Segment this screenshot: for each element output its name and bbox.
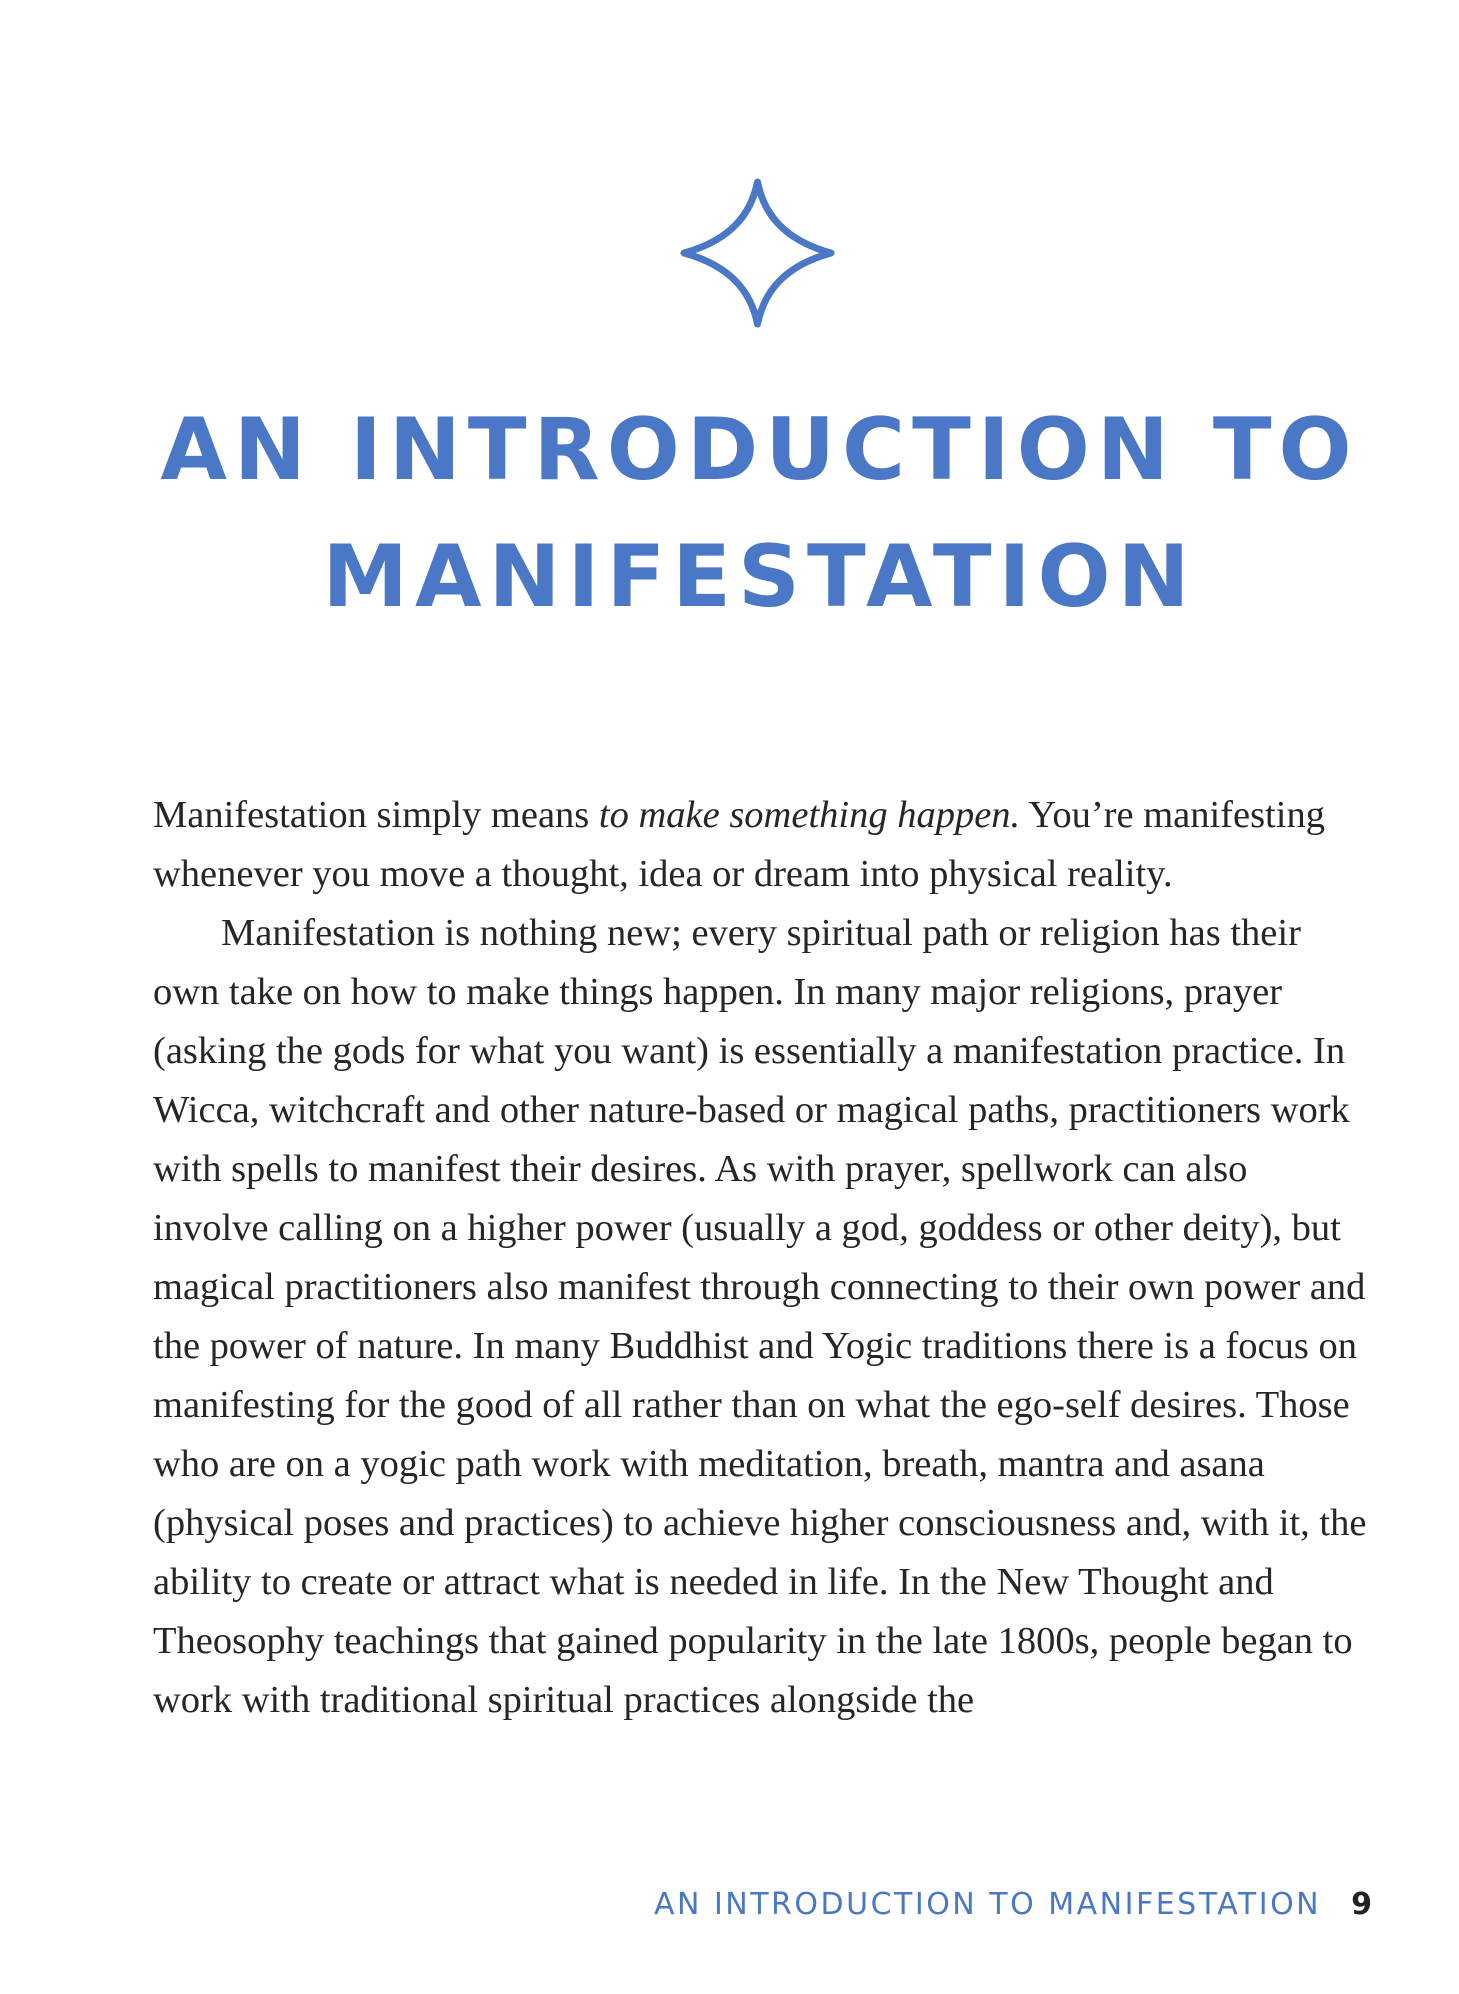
paragraph-2: Manifestation is nothing new; every spiritual path or religion has their own take on how to make things happen. In many major religions, prayer (asking the gods for what you want) is essentially a manifestation practice. In Wicca, witchcraft and other nature-based or magical paths, practitioners work with spells to manifest their desires. As with prayer, spellwork can also involve calling on a higher power (usually a god, goddess or other deity), but magical practitioners also manifest through connecting to their own power and the power of nature. In many Buddhist and Yogic traditions there is a focus on manifesting for the good of all rather than on what the ego-self desires. Those who are on a yogic path work with meditation, breath, mantra and asana (physical poses and practices) to achieve higher consciousness and, with it, the ability to create or attract what is needed in life. In the New Thought and Theosophy teachings that gained popularity in the late 1800s, people began to work with traditional spiritual practices alongside the bbox=[153, 912, 1367, 1721]
paragraph-1 bbox=[153, 786, 1368, 904]
page-footer bbox=[653, 1887, 1372, 1922]
body-text bbox=[153, 786, 1368, 1730]
chapter-title-line-1: AN INTRODUCTION TO bbox=[160, 400, 1359, 500]
paragraph-1-emphasis: to make something happen. bbox=[598, 794, 1021, 836]
paragraph-1-start: Manifestation simply means bbox=[153, 794, 599, 836]
chapter-title-line-2: MANIFESTATION bbox=[322, 527, 1197, 627]
paragraph-1-end: You’re manifesting whenever you move a thought, idea or dream into physical reality. bbox=[153, 794, 1325, 895]
four-point-star-icon bbox=[680, 178, 835, 328]
running-head: AN INTRODUCTION TO MANIFESTATION bbox=[653, 1887, 1322, 1922]
page-number: 9 bbox=[1351, 1887, 1372, 1922]
